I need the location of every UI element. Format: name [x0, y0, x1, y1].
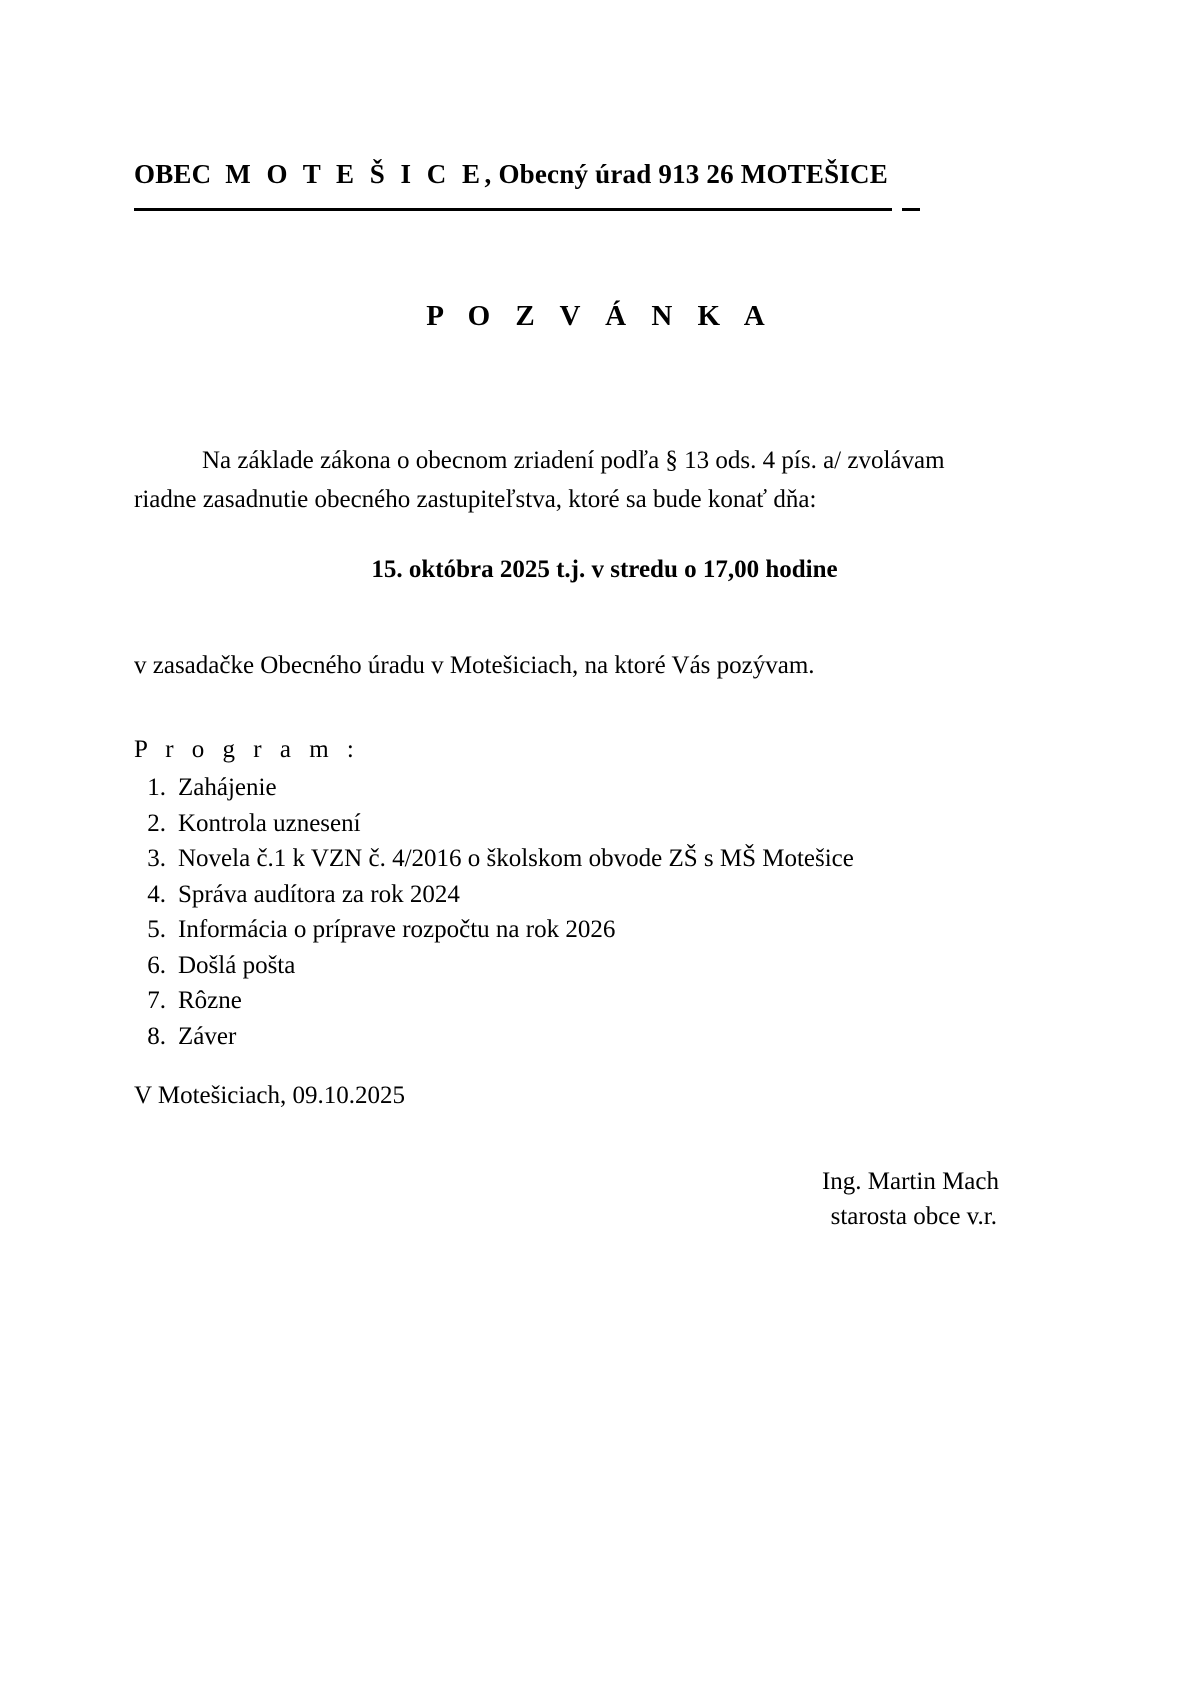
meeting-datetime: 15. októbra 2025 t.j. v stredu o 17,00 hodine [371, 556, 838, 583]
program-item-number: 6. [147, 951, 166, 979]
header-divider [134, 208, 924, 214]
intro-paragraph: Na základe zákona o obecnom zriadení podľa § 13 ods. 4 pís. a/ zvolávam riadne zasadnutie obecného zastupiteľstva, ktoré sa bude konať dňa: [134, 447, 945, 513]
program-item-label: Novela č.1 k VZN č. 4/2016 o školskom obvode ZŠ s MŠ Motešice [178, 845, 854, 872]
program-item-label: Správa audítora za rok 2024 [178, 880, 460, 908]
program-list-item [134, 983, 1034, 1019]
program-list-item [134, 948, 1034, 984]
program-list-item [134, 877, 1034, 913]
signature-block [0, 1165, 1191, 1234]
program-item-label: Záver [178, 1022, 237, 1050]
program-heading: P r o g r a m : [134, 736, 360, 763]
program-item-number: 8. [147, 1022, 166, 1050]
header-divider-line [134, 208, 892, 211]
letterhead [134, 158, 924, 214]
venue-line: v zasadačke Obecného úradu v Motešiciach, na ktoré Vás pozývam. [134, 652, 815, 679]
organization-name: M O T E Š I C E [225, 159, 485, 189]
program-item-number: 4. [147, 880, 166, 908]
organization-header [134, 158, 924, 192]
program-list-item [134, 841, 1034, 877]
organization-prefix: OBEC [134, 159, 212, 189]
signatory-role: starosta obce v.r. [830, 1202, 997, 1230]
program-item-label: Zahájenie [178, 774, 277, 801]
program-list-item [134, 1019, 1034, 1055]
program-item-label: Informácia o príprave rozpočtu na rok 2026 [178, 916, 616, 943]
program-item-label: Došlá pošta [178, 951, 296, 979]
program-item-label: Rôzne [178, 987, 242, 1014]
page-title: P O Z V Á N K A [426, 300, 774, 332]
program-item-number: 1. [147, 774, 166, 801]
header-divider-dash [902, 208, 920, 211]
signatory-name: Ing. Martin Mach [821, 1168, 999, 1195]
program-list [134, 770, 1034, 1054]
program-item-number: 3. [147, 845, 166, 872]
program-item-number: 7. [147, 987, 166, 1014]
program-item-number: 2. [147, 809, 166, 837]
program-list-item [134, 806, 1034, 842]
program-list-item [134, 770, 1034, 806]
program-list-item [134, 912, 1034, 948]
place-and-date: V Motešiciach, 09.10.2025 [134, 1082, 406, 1109]
organization-address: , Obecný úrad 913 26 MOTEŠICE [484, 159, 888, 189]
program-item-number: 5. [147, 916, 166, 943]
program-item-label: Kontrola uznesení [178, 809, 361, 837]
